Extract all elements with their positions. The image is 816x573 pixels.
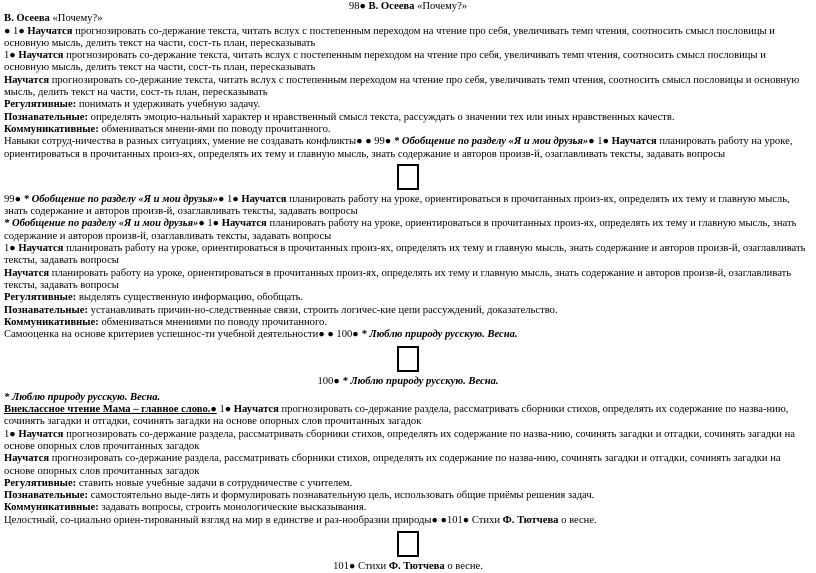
work-title: «Почему?» xyxy=(414,1,468,12)
regulatory-line: Регулятивные: понимать и удерживать учебную задачу. xyxy=(4,99,261,111)
outcome-paragraph: 99● * Обобщение по разделу «Я и мои друзья»● 1● Научатся планировать работу на уроке, ориентироваться в прочитанных произ-ях, определять их тему и главную мысль, знать содержание и авторов произв-й, озаглавливать тексты, задавать вопросы xyxy=(4,193,790,218)
table-cell-box xyxy=(397,164,419,190)
outcome-paragraph: 1● Научатся прогнозировать со-держание текста, читать вслух с постепенным переходом на чтение про себя, увеличивать темп чтения, соотносить смысл пословицы и основную мысль, делить текст на части, сост-ть план, пересказывать xyxy=(4,50,766,74)
outcome-paragraph: 1● Научатся прогнозировать со-держание раздела, рассматривать сборники стихов, определять их содержание по назва-нию, сочинять загадки и отгадки, сочинять загадки на основе опорных слов прочитанных загадок xyxy=(4,428,795,452)
outcome-paragraph: Научатся прогнозировать со-держание текста, читать вслух с постепенным переходом на чтение про себя, увеличивать темп чтения, соотносить смысл пословицы и основную мысль, делить текст на части, сост-ть план, пересказывать xyxy=(4,74,800,99)
table-cell-box xyxy=(397,346,419,372)
table-cell-box xyxy=(397,531,419,557)
personal-results-line: Целостный, со-циально ориен-тированный взгляд на мир в единстве и раз-нообразии природы● ●101● Стихи Ф. Тютчева о весне. xyxy=(4,514,597,526)
outcome-paragraph: 1● Научатся планировать работу на уроке, ориентироваться в прочитанных произ-ях, определять их тему и главную мысль, знать содержание и авторов произв-й, озаглавливать тексты, задавать вопросы xyxy=(4,243,806,267)
lesson-101-heading: 101● Стихи Ф. Тютчева о весне. xyxy=(333,560,483,572)
section-title: * Люблю природу русскую. Весна. xyxy=(4,391,161,403)
document-page xyxy=(0,1,816,572)
outcome-paragraph: ● 1● Научатся прогнозировать со-держание текста, читать вслух с постепенным переходом на чтение про себя, увеличивать темп чтения, соотносить смысл пословицы и основную мысль, делить текст на части, сост-ть план, пересказывать xyxy=(4,25,775,49)
lesson-98-heading xyxy=(4,1,812,13)
cognitive-line: Познавательные: самостоятельно выде-лять и формулировать познавательную цель, использовать общие приёмы решения задач. xyxy=(4,490,595,502)
regulatory-line: Регулятивные: ставить новые учебные задачи в сотрудничестве с учителем. xyxy=(4,477,353,489)
outcome-paragraph: Внеклассное чтение Мама – главное слово.● 1● Научатся прогнозировать со-держание раздела, рассматривать сборники стихов, определять их содержание по назва-нию, сочинять загадки и отгадки, сочинять загадки на основе опорных слов прочитанных загадок xyxy=(4,404,789,428)
personal-results-line: Навыки сотруд-ничества в разных ситуациях, умение не создавать конфликты● ● 99● * Обобщение по разделу «Я и мои друзья»● 1● Научатся планировать работу на уроке, ориентироваться в прочитанных произ-ях, определять их тему и главную мысль, знать содержание и авторов произв-й, озаглавливать тексты, задавать вопросы xyxy=(4,136,793,160)
communicative-line: Коммуникативные: обмениваться мнениями по поводу прочитанного. xyxy=(4,316,328,328)
author-line: В. Осеева «Почему?» xyxy=(4,13,103,25)
lesson-100-heading: 100● * Люблю природу русскую. Весна. xyxy=(317,376,499,388)
communicative-line: Коммуникативные: обмениваться мнени-ями по поводу прочитанного. xyxy=(4,123,331,135)
author-name: В. Осеева xyxy=(365,1,415,12)
outcome-paragraph: * Обобщение по разделу «Я и мои друзья»● 1● Научатся планировать работу на уроке, ориентироваться в прочитанных произ-ях, определять их тему и главную мысль, знать содержание и авторов произв-й, озаглавливать тексты, задавать вопросы xyxy=(4,218,797,242)
outcome-paragraph: Научатся планировать работу на уроке, ориентироваться в прочитанных произ-ях, определять их тему и главную мысль, знать содержание и авторов произв-й, озаглавливать тексты, задавать вопросы xyxy=(4,267,792,291)
lesson-number: 98 xyxy=(348,1,360,12)
cognitive-line: Познавательные: определять эмоцио-нальный характер и нравственный смысл текста, рассуждать о значении тех или иных нравственных качеств. xyxy=(4,111,675,123)
communicative-line: Коммуникативные: задавать вопросы, строить монологические высказывания. xyxy=(4,502,367,514)
outcome-paragraph: Научатся прогнозировать со-держание раздела, рассматривать сборники стихов, определять их содержание по назва-нию, сочинять загадки и отгадки, сочинять загадки на основе опорных слов прочитанных загадок xyxy=(4,453,781,477)
cognitive-line: Познавательные: устанавливать причин-но-следственные связи, строить логичес-кие цепи рассуждений, доказательство. xyxy=(4,304,558,316)
regulatory-line: Регулятивные: выделять существенную информацию, обобщать. xyxy=(4,292,304,304)
bullet: ● xyxy=(359,1,366,12)
personal-results-line: Самооценка на основе критериев успешнос-ти учебной деятельности● ● 100● * Люблю природу русскую. Весна. xyxy=(4,329,518,341)
